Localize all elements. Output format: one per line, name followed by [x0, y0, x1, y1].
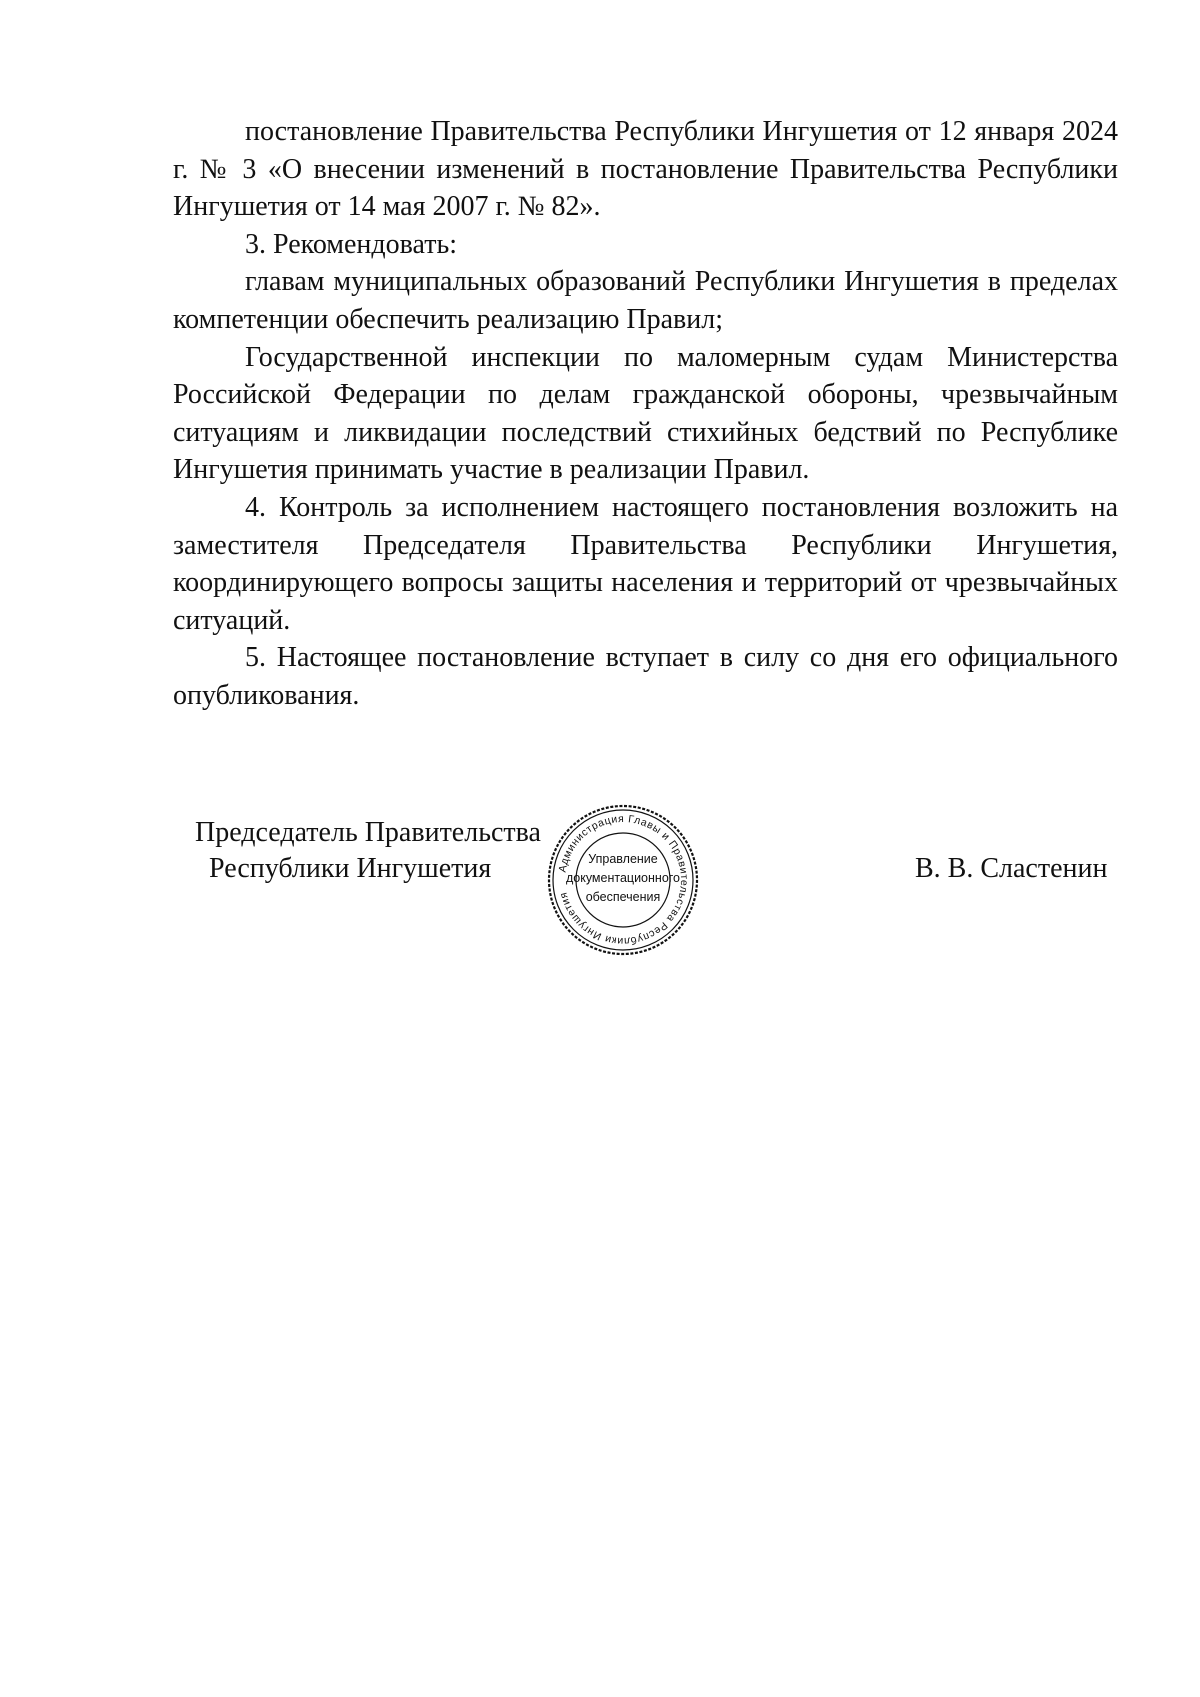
- paragraph-state-inspection: Государственной инспекции по маломерным судам Министерства Российской Федерации по делам гражданской обороны, чрезвычайным ситуациям и ликвидации последствий стихийных бедствий по Республике Ингушетия принимать участие в реализации Правил.: [173, 341, 1118, 486]
- signatory-name: В. В. Сластенин: [915, 853, 1108, 884]
- signatory-title-line1: Председатель Правительства: [195, 817, 541, 848]
- seal-ring-textpath: Администрация Главы и Правительства Республики Ингушетия: [556, 812, 691, 948]
- seal-center-line2: документационного: [565, 871, 681, 885]
- official-seal-stamp: [543, 800, 703, 960]
- seal-center-text: [563, 850, 683, 907]
- signatory-title: [195, 815, 541, 887]
- seal-center-line3: обеспечения: [585, 890, 661, 904]
- signatory-title-line2: Республики Ингушетия: [209, 853, 492, 884]
- seal-center-line1: Управление: [588, 852, 658, 866]
- paragraph-item-4: 4. Контроль за исполнением настоящего постановления возложить на заместителя Председателя Правительства Республики Ингушетия, координирующего вопросы защиты населения и территорий от чрезвычайных ситуаций.: [173, 491, 1118, 636]
- paragraph-item-3: 3. Рекомендовать:: [245, 228, 457, 260]
- paragraph-item-5: 5. Настоящее постановление вступает в силу со дня его официального опубликования.: [173, 642, 1118, 711]
- document-body: [173, 113, 1118, 715]
- paragraph-continuation: постановление Правительства Республики Ингушетия от 12 января 2024 г. № 3 «О внесении изменений в постановление Правительства Республики Ингушетия от 14 мая 2007 г. № 82».: [173, 116, 1118, 223]
- signature-block: [0, 800, 1200, 960]
- paragraph-municipal-heads: главам муниципальных образований Республики Ингушетия в пределах компетенции обеспечить реализацию Правил;: [173, 266, 1118, 335]
